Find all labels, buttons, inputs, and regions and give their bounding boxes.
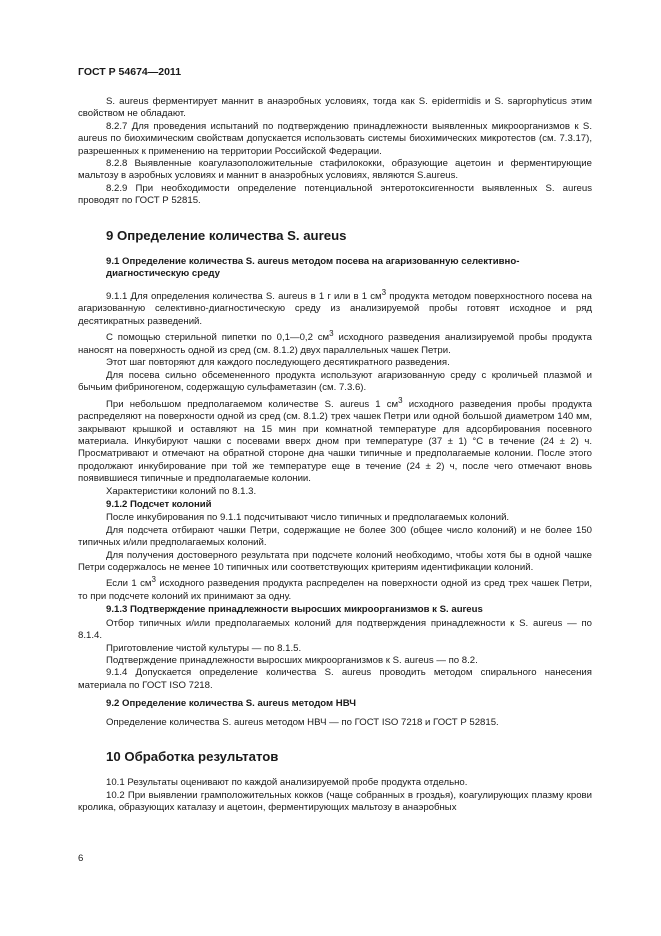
paragraph bbox=[78, 395, 592, 486]
paragraph bbox=[78, 574, 592, 603]
section-10-heading: 10 Обработка результатов bbox=[106, 749, 279, 765]
paragraph: Для подсчета отбирают чашки Петри, содержащие не более 300 (общее число колоний) и не более 150 типичных и/или предполагаемых колоний. bbox=[78, 524, 592, 549]
subsection-9-1-heading: 9.1 Определение количества S. aureus методом посева на агаризованную селективно-диагностическую среду bbox=[106, 256, 520, 280]
paragraph: Этот шаг повторяют для каждого последующего десятикратного разведения. bbox=[106, 357, 450, 369]
text-run: Если 1 см bbox=[106, 578, 152, 590]
paragraph: Определение количества S. aureus методом НВЧ — по ГОСТ ISO 7218 и ГОСТ Р 52815. bbox=[106, 716, 499, 728]
page-header: ГОСТ Р 54674—2011 bbox=[78, 66, 182, 78]
paragraph: Отбор типичных и/или предполагаемых колоний для подтверждения принадлежности к S. aureus — по 8.1.4. bbox=[78, 617, 592, 642]
paragraph: 8.2.7 Для проведения испытаний по подтверждению принадлежности выявленных микроорганизмов к S. aureus по биохимическим свойствам допускается использовать системы биохимических микротестов (см. 7.3.17), разрешенных к применению на территории Российской Федерации. bbox=[78, 120, 592, 157]
paragraph: 8.2.8 Выявленные коагулазоположительные стафилококки, образующие ацетоин и ферментирующие мальтозу в аэробных условиях и маннит в анаэробных условиях, являются S.aureus. bbox=[78, 158, 592, 182]
paragraph: Приготовление чистой культуры — по 8.1.5. bbox=[106, 642, 302, 654]
text-run: С помощью стерильной пипетки по 0,1—0,2 см bbox=[106, 332, 330, 344]
paragraph: S. aureus ферментирует маннит в анаэробных условиях, тогда как S. epidermidis и S. saprophyticus этим свойством не обладают. bbox=[78, 96, 592, 120]
text-run: исходного разведения анализируемой пробы продукта наносят на поверхность одной из сред (см. 8.1.2) двух параллельных чашек Петри. bbox=[78, 332, 592, 356]
paragraph-9-1-1 bbox=[78, 287, 592, 328]
text-run: При небольшом предполагаемом количестве S. aureus 1 см bbox=[106, 398, 399, 410]
subsection-9-1-2-heading: 9.1.2 Подсчет колоний bbox=[106, 498, 212, 510]
subsection-9-1-3-heading: 9.1.3 Подтверждение принадлежности выросших микроорганизмов к S. aureus bbox=[106, 604, 483, 616]
paragraph bbox=[78, 328, 592, 357]
paragraph: Характеристики колоний по 8.1.3. bbox=[106, 485, 257, 497]
text-run: 9.1.1 Для определения количества S. aureus в 1 г или в 1 см bbox=[106, 291, 382, 303]
superscript: 3 bbox=[398, 395, 403, 405]
text-run: исходного разведения пробы продукта распределяют на поверхности одной из сред (см. 8.1.2) трех чашек Петри или одной большой диаметром 140 мм, закрывают крышкой и оставляют на 15 мин при комнатной температуре для адсорбирования посевного материала. Инкубируют чашки с посевами вверх дном при температуре (37 ± 1) °С в течение (24 ± 2) ч. Просматривают и отмечают на обратной стороне дна чашки типичные и предполагаемые колонии. После этого продолжают инкубирование при той же температуре еще в течение (24 ± 2) ч, после чего отмечают вновь появившиеся типичные и предполагаемые колонии. bbox=[78, 398, 592, 485]
superscript: 3 bbox=[329, 329, 334, 339]
document-body bbox=[78, 96, 592, 815]
paragraph: Подтверждение принадлежности выросших микроорганизмов к S. aureus — по 8.2. bbox=[106, 655, 478, 666]
paragraph-10-1: 10.1 Результаты оценивают по каждой анализируемой пробе продукта отдельно. bbox=[106, 777, 468, 789]
text-run: продукта методом поверхностного посева на агаризованную селективно-диагностическую среду из анализируемой пробы готовят исходное и ряд десятикратных разведений. bbox=[78, 291, 592, 327]
section-9-heading: 9 Определение количества S. aureus bbox=[106, 227, 347, 243]
paragraph: Для получения достоверного результата при подсчете колоний необходимо, чтобы хотя бы в одной чашке Петри содержалось не менее 10 типичных или соответствующих критериям идентификации колоний. bbox=[78, 549, 592, 573]
paragraph: Для посева сильно обсемененного продукта используют агаризованную среду с кроличьей плазмой и бычьим фибриногеном, содержащую сульфаметазин (см. 7.3.6). bbox=[78, 369, 592, 394]
paragraph: После инкубирования по 9.1.1 подсчитывают число типичных и предполагаемых колоний. bbox=[106, 512, 510, 524]
superscript: 3 bbox=[381, 287, 387, 297]
paragraph-9-1-4: 9.1.4 Допускается определение количества S. aureus проводить методом спирального нанесения материала по ГОСТ ISO 7218. bbox=[78, 667, 592, 691]
text-run: исходного разведения продукта распределен на поверхности одной из сред трех чашек Петри, то при подсчете колоний их принимают за одну. bbox=[78, 578, 592, 602]
page-number: 6 bbox=[78, 853, 84, 864]
paragraph: 8.2.9 При необходимости определение потенциальной энтеротоксигенности выявленных S. aureus проводят по ГОСТ Р 52815. bbox=[78, 182, 592, 207]
superscript: 3 bbox=[151, 575, 156, 585]
paragraph-10-2: 10.2 При выявлении грамположительных кокков (чаще собранных в гроздья), коагулирующих плазму крови кролика, образующих каталазу и ацетоин, ферментирующих мальтозу в анаэробных bbox=[78, 789, 592, 814]
subsection-9-2-heading: 9.2 Определение количества S. aureus методом НВЧ bbox=[106, 698, 357, 710]
